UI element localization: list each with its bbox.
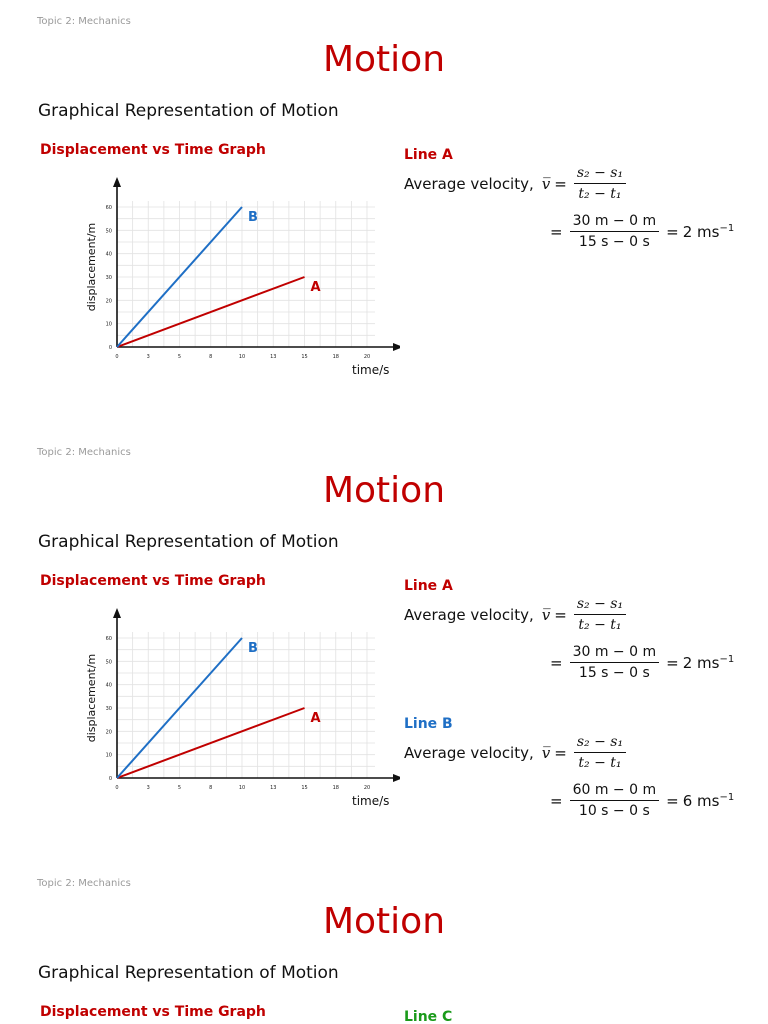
fraction-denominator: 15 s − 0 s xyxy=(578,665,650,681)
x-tick-label: 13 xyxy=(270,785,277,791)
x-tick-label: 13 xyxy=(270,354,277,360)
fraction-numerator: 30 m − 0 m xyxy=(570,213,660,232)
line-a-fraction xyxy=(570,213,660,250)
y-axis-arrow xyxy=(113,177,121,187)
avg-velocity-label: Average velocity, xyxy=(404,605,534,624)
x-tick-label: 15 xyxy=(301,785,308,791)
topic-label: Topic 2: Mechanics xyxy=(37,878,131,889)
general-fraction xyxy=(574,165,626,202)
fraction-numerator: s₂ − s₁ xyxy=(574,165,626,184)
fraction-denominator: t₂ − t₁ xyxy=(578,755,622,771)
avg-velocity-label: Average velocity, xyxy=(404,174,534,193)
page-title: Motion xyxy=(322,39,446,80)
x-tick-label: 5 xyxy=(177,354,182,360)
y-tick-label: 30 xyxy=(105,706,112,712)
x-tick-label: 8 xyxy=(209,354,213,360)
equals-sign: = xyxy=(550,222,563,241)
graph-title: Displacement vs Time Graph xyxy=(40,573,266,589)
general-fraction xyxy=(574,596,626,633)
topic-label: Topic 2: Mechanics xyxy=(37,16,131,27)
x-axis-arrow xyxy=(393,774,400,782)
line-a-result: 2 $ms^{-1}$ xyxy=(682,222,735,241)
equals-sign: = xyxy=(550,653,563,672)
line-a-label: Line A xyxy=(404,147,453,163)
x-tick-label: 20 xyxy=(363,354,371,360)
series-label-b: B xyxy=(248,210,258,225)
x-tick-label: 0 xyxy=(115,354,119,360)
y-tick-label: 10 xyxy=(105,752,112,759)
line-a-calculation xyxy=(546,213,734,250)
general-equation xyxy=(404,165,629,202)
equals-sign: = xyxy=(554,605,567,624)
series-label-a: A xyxy=(310,711,321,726)
y-tick-label: 60 xyxy=(105,205,112,211)
fraction-numerator: 60 m − 0 m xyxy=(570,782,660,801)
x-tick-label: 0 xyxy=(115,785,119,791)
x-tick-label: 15 xyxy=(301,354,308,360)
vbar-symbol: v̅ xyxy=(541,174,551,193)
equals-sign: = xyxy=(666,791,679,810)
y-tick-label: 0 xyxy=(108,776,112,782)
y-tick-label: 0 xyxy=(108,345,112,351)
section-subtitle: Graphical Representation of Motion xyxy=(38,532,339,552)
equals-sign: = xyxy=(550,791,563,810)
x-tick-label: 5 xyxy=(177,785,182,791)
equations-panel xyxy=(404,578,754,838)
y-tick-label: 20 xyxy=(105,729,112,736)
line-a-label: Line A xyxy=(404,578,453,594)
equations-panel xyxy=(404,147,754,267)
x-tick-label: 10 xyxy=(238,785,246,791)
y-tick-label: 10 xyxy=(105,321,112,328)
y-axis-arrow xyxy=(113,608,121,618)
x-tick-label: 3 xyxy=(146,354,150,360)
displacement-time-graph xyxy=(80,603,400,813)
avg-velocity-label: Average velocity, xyxy=(404,743,534,762)
x-tick-label: 3 xyxy=(146,785,150,791)
y-tick-label: 20 xyxy=(105,298,112,305)
general-equation xyxy=(404,596,629,633)
y-tick-label: 60 xyxy=(105,636,112,642)
fraction-denominator: 15 s − 0 s xyxy=(578,234,650,250)
y-axis-label: displacement/m xyxy=(85,653,98,743)
x-axis-label: time/s xyxy=(352,363,390,377)
general-fraction xyxy=(574,734,626,771)
line-a-result: 2 $ms^{-1}$ xyxy=(682,653,735,672)
line-b-result: 6 $ms^{-1}$ xyxy=(682,791,735,810)
equations-panel xyxy=(404,1009,754,1024)
slide-3 xyxy=(0,862,768,1024)
x-tick-label: 8 xyxy=(209,785,213,791)
graph-title: Displacement vs Time Graph xyxy=(40,142,266,158)
line-c-label: Line C xyxy=(404,1009,453,1024)
equals-sign: = xyxy=(554,174,567,193)
fraction-denominator: t₂ − t₁ xyxy=(578,186,622,202)
y-tick-label: 40 xyxy=(105,251,112,258)
section-subtitle: Graphical Representation of Motion xyxy=(38,101,339,121)
topic-label: Topic 2: Mechanics xyxy=(37,447,131,458)
line-b-label: Line B xyxy=(404,716,453,732)
equals-sign: = xyxy=(554,743,567,762)
series-label-a: A xyxy=(310,280,321,295)
y-tick-label: 40 xyxy=(105,682,112,689)
line-a-fraction xyxy=(570,644,660,681)
x-tick-label: 18 xyxy=(332,354,339,360)
x-axis-label: time/s xyxy=(352,794,390,808)
x-tick-label: 20 xyxy=(363,785,371,791)
x-tick-label: 18 xyxy=(332,785,339,791)
y-axis-label: displacement/m xyxy=(85,222,98,312)
fraction-numerator: 30 m − 0 m xyxy=(570,644,660,663)
line-b-calculation xyxy=(546,782,734,819)
vbar-symbol: v̅ xyxy=(541,743,551,762)
equals-sign: = xyxy=(666,653,679,672)
displacement-time-graph xyxy=(80,172,400,382)
line-b-fraction xyxy=(570,782,660,819)
fraction-numerator: s₂ − s₁ xyxy=(574,596,626,615)
section-subtitle: Graphical Representation of Motion xyxy=(38,963,339,983)
slide-1 xyxy=(0,0,768,431)
equals-sign: = xyxy=(666,222,679,241)
x-tick-label: 10 xyxy=(238,354,246,360)
y-tick-label: 50 xyxy=(105,228,112,235)
y-tick-label: 50 xyxy=(105,659,112,666)
graph-title: Displacement vs Time Graph xyxy=(40,1004,266,1020)
page-title: Motion xyxy=(322,470,446,511)
series-label-b: B xyxy=(248,641,258,656)
vbar-symbol: v̅ xyxy=(541,605,551,624)
x-axis-arrow xyxy=(393,343,400,351)
fraction-numerator: s₂ − s₁ xyxy=(574,734,626,753)
fraction-denominator: t₂ − t₁ xyxy=(578,617,622,633)
line-a-calculation xyxy=(546,644,734,681)
general-equation xyxy=(404,734,629,771)
fraction-denominator: 10 s − 0 s xyxy=(578,803,650,819)
y-tick-label: 30 xyxy=(105,275,112,281)
slide-2 xyxy=(0,431,768,862)
page-title: Motion xyxy=(322,901,446,942)
